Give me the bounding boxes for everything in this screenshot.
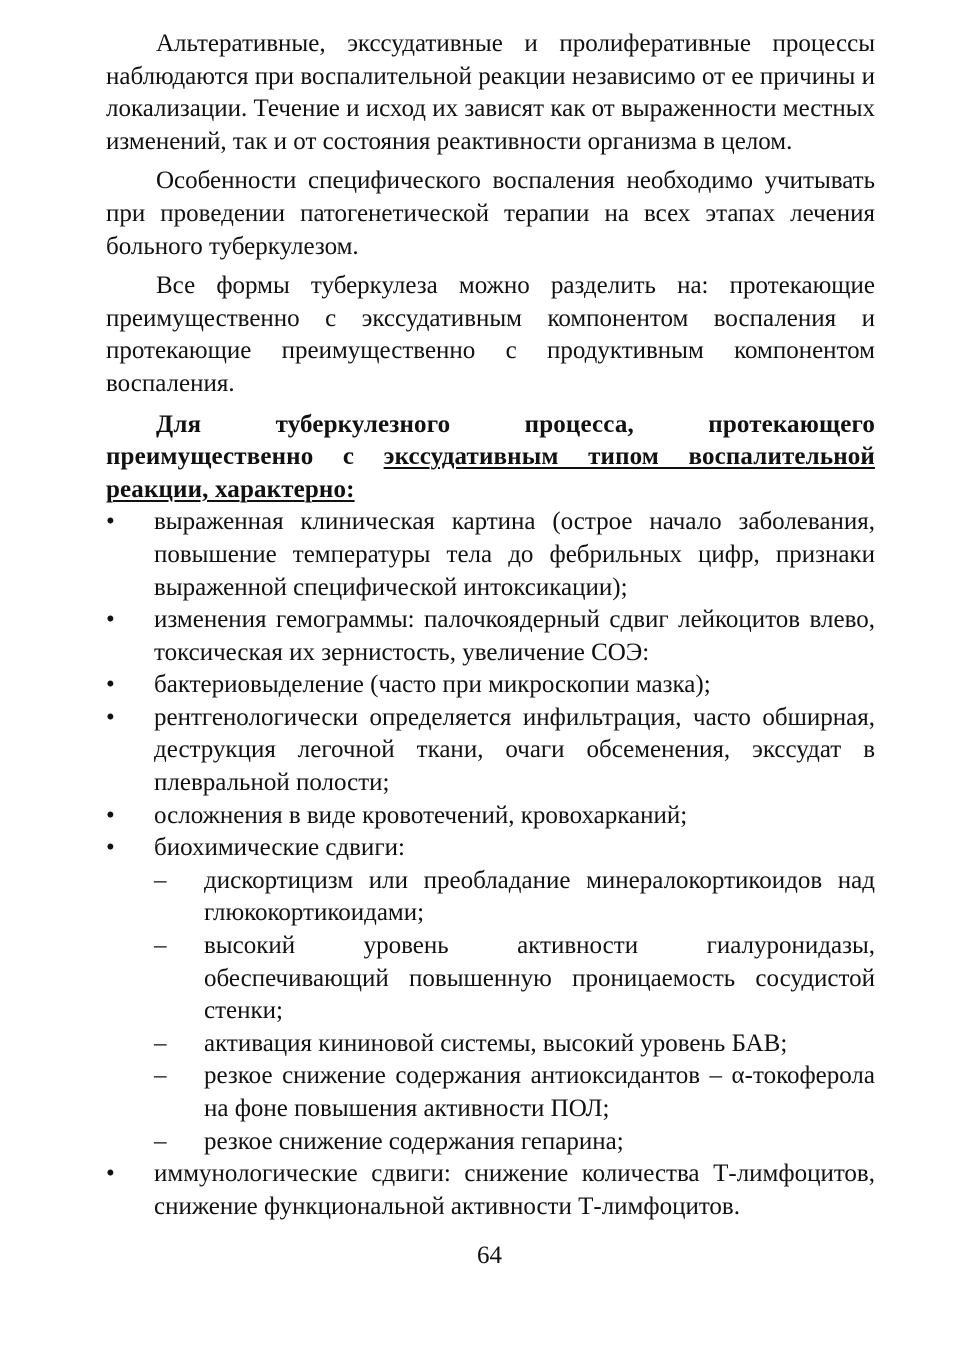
sublist-item-text: резкое снижение содержания гепарина; bbox=[204, 1127, 624, 1155]
paragraph-alterative-processes: Альтеративные, экссудативные и пролиферативные процессы наблюдаются при воспалительной реакции независимо от ее причины и локализации. Течение и исход их зависят как от выраженности местных изменений, так и от состояния реактивности организма в целом. bbox=[106, 30, 875, 155]
bullet-icon: • bbox=[106, 703, 115, 731]
bullet-icon: • bbox=[106, 508, 115, 536]
section-heading bbox=[106, 409, 875, 507]
bullet-icon: • bbox=[106, 606, 115, 634]
sublist-item bbox=[154, 1126, 875, 1159]
list-item bbox=[106, 506, 875, 604]
list-item bbox=[106, 702, 875, 800]
paragraph-tb-forms: Все формы туберкулеза можно разделить на: протекающие преимущественно с экссудативным компонентом воспаления и протекающие преимущественно с продуктивным компонентом воспаления. bbox=[106, 272, 875, 397]
bullet-icon: • bbox=[106, 801, 115, 829]
dash-icon: – bbox=[154, 1127, 167, 1155]
list-item-biochemical bbox=[106, 832, 875, 1158]
list-item-text: иммунологические сдвиги: снижение количества Т-лимфоцитов, снижение функциональной активности Т-лимфоцитов. bbox=[154, 1160, 875, 1220]
list-item bbox=[106, 604, 875, 669]
sublist-item-text: высокий уровень активности гиалуронидазы, обеспечивающий повышенную проницаемость сосудистой стенки; bbox=[204, 932, 875, 1025]
bullet-icon: • bbox=[106, 671, 115, 699]
page-number: 64 bbox=[477, 1242, 502, 1269]
biochemical-sublist bbox=[154, 865, 875, 1158]
list-item bbox=[106, 800, 875, 833]
list-item-text: осложнения в виде кровотечений, кровохарканий; bbox=[154, 801, 688, 829]
sublist-item bbox=[154, 1028, 875, 1061]
list-item-text: выраженная клиническая картина (острое начало заболевания, повышение температуры тела до фебрильных цифр, признаки выраженной специфической интоксикации); bbox=[154, 508, 875, 601]
characteristics-list bbox=[106, 506, 875, 1223]
sublist-item-text: дискортицизм или преобладание минералокортикоидов над глюкокортикоидами; bbox=[204, 866, 875, 927]
sublist-item bbox=[154, 930, 875, 1028]
heading-lead-text: Для туберкулезного процесса, протекающего преимущественно с bbox=[106, 410, 875, 471]
dash-icon: – bbox=[154, 1062, 167, 1090]
heading-underlined-text: экссудативным типом воспалительной реакции, характерно: bbox=[106, 443, 875, 503]
sublist-item-text: активация кининовой системы, высокий уровень БАВ; bbox=[204, 1029, 788, 1057]
list-item-text: изменения гемограммы: палочкоядерный сдвиг лейкоцитов влево, токсическая их зернистость, увеличение СОЭ: bbox=[154, 606, 875, 666]
list-item-text: бактериовыделение (часто при микроскопии мазка); bbox=[154, 671, 711, 699]
dash-icon: – bbox=[154, 1029, 167, 1057]
dash-icon: – bbox=[154, 932, 167, 960]
dash-icon: – bbox=[154, 866, 167, 894]
list-item bbox=[106, 669, 875, 702]
list-item-text: биохимические сдвиги: bbox=[154, 834, 405, 862]
sublist-item-text: резкое снижение содержания антиоксидантов – α-токоферола на фоне повышения активности ПОЛ; bbox=[204, 1062, 875, 1122]
list-item bbox=[106, 1158, 875, 1223]
paragraph-specific-inflammation: Особенности специфического воспаления необходимо учитывать при проведении патогенетической терапии на всех этапах лечения больного туберкулезом. bbox=[106, 167, 875, 260]
sublist-item bbox=[154, 1060, 875, 1125]
bullet-icon: • bbox=[106, 1160, 115, 1188]
bullet-icon: • bbox=[106, 834, 115, 862]
list-item-text: рентгенологически определяется инфильтрация, часто обширная, деструкция легочной ткани, очаги обсеменения, экссудат в плевральной полости; bbox=[154, 703, 875, 797]
sublist-item bbox=[154, 865, 875, 930]
